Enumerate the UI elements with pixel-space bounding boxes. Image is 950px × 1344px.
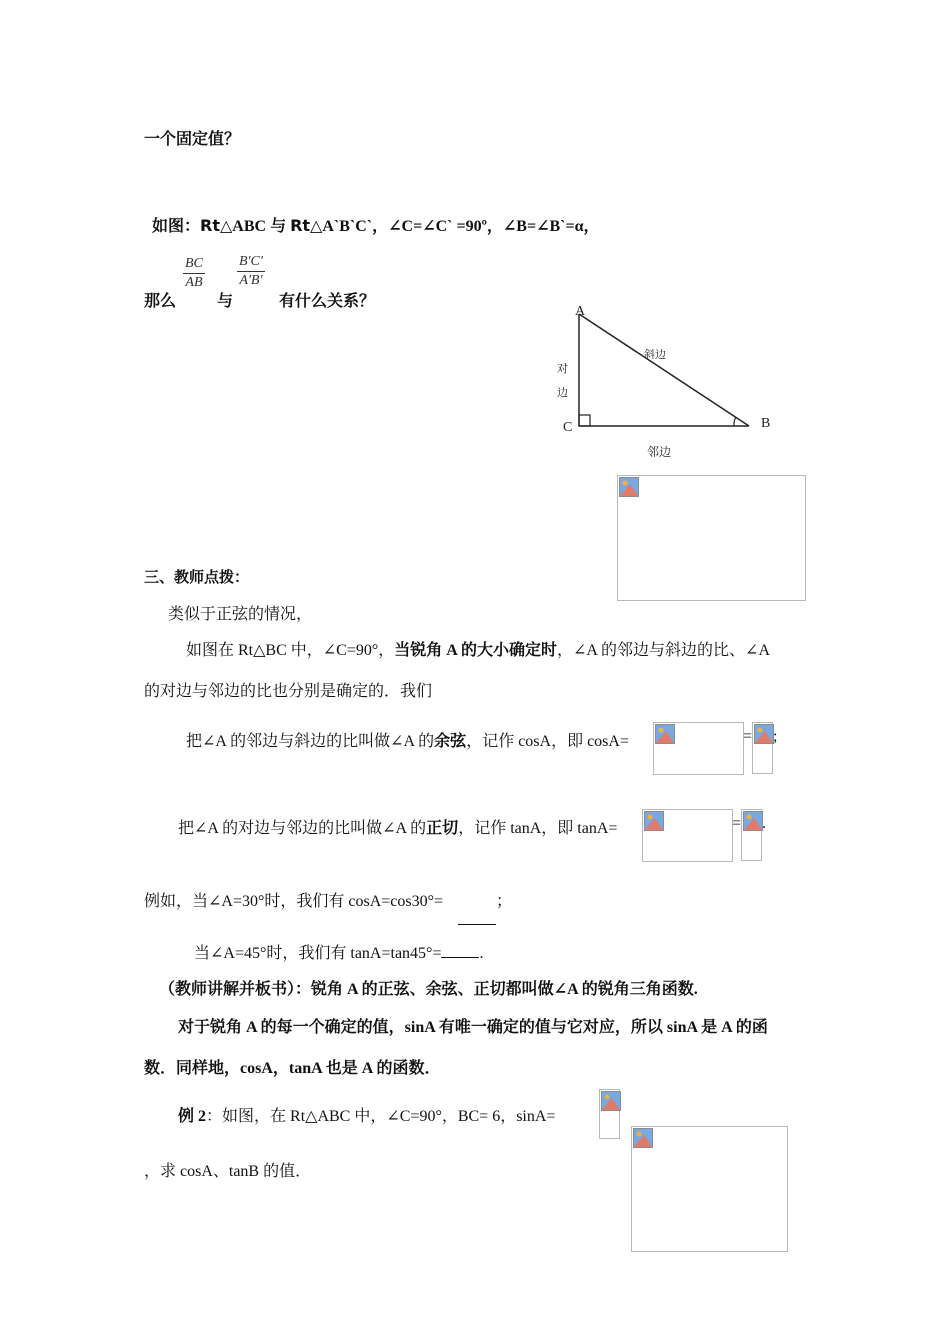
cosine-definition xyxy=(186,728,629,751)
cos-lead: 把∠A 的邻边与斜边的比叫做∠A 的 xyxy=(186,733,435,750)
paragraph-1 xyxy=(186,637,770,660)
function-paragraph-cont: 数．同样地，cosA，tanA 也是 A 的函数． xyxy=(144,1060,441,1077)
example-cos30-end: ； xyxy=(496,893,513,910)
broken-image-icon xyxy=(743,811,763,831)
broken-image-icon xyxy=(619,477,639,497)
fraction-bc-ab xyxy=(183,256,205,291)
cos-rest: ，记作 cosA，即 cosA= xyxy=(466,733,629,750)
fraction-bc-ab-numerator: BC xyxy=(185,256,203,271)
teacher-note: （教师讲解并板书）：锐角 A 的正弦、余弦、正切都叫做∠A 的锐角三角函数. xyxy=(159,981,698,998)
tan-rest: ，记作 tanA，即 tanA= xyxy=(458,820,618,837)
broken-image-icon xyxy=(655,724,675,744)
ratio-suffix: 有什么关系？ xyxy=(279,291,376,310)
section-title: 三、教师点拨： xyxy=(144,568,250,586)
triangle-abc: △ABC 与 xyxy=(219,218,291,235)
tan-equals: = xyxy=(732,815,742,832)
broken-image-icon xyxy=(633,1128,653,1148)
paragraph-1-cont: 的对边与邻边的比也分别是确定的．我们 xyxy=(144,683,433,700)
angle-b-arc xyxy=(734,417,736,426)
broken-image-icon xyxy=(644,811,664,831)
fraction-prime-denominator: A'B' xyxy=(239,273,263,288)
example-2 xyxy=(178,1103,555,1126)
question-heading: 一个固定值？ xyxy=(144,129,241,148)
rt-label-1: Rt xyxy=(200,216,220,235)
tan-lead: 把∠A 的对边与邻边的比叫做∠A 的 xyxy=(178,820,427,837)
answer-blank xyxy=(441,957,479,958)
cos-equals: = xyxy=(743,728,753,745)
example-2-label: 例 2 xyxy=(178,1108,207,1125)
label-c: C xyxy=(563,420,573,435)
cos-bold: 余弦 xyxy=(434,733,467,750)
fraction-bc-ab-denominator: AB xyxy=(185,275,203,290)
tan-end: . xyxy=(762,815,766,832)
broken-image-icon xyxy=(601,1091,621,1111)
fraction-bc-ab-prime xyxy=(237,254,265,289)
label-adjacent: 邻边 xyxy=(647,445,672,459)
label-opposite-1: 对 xyxy=(557,362,568,375)
para1-rest: ，∠A 的邻边与斜边的比、∠A xyxy=(556,642,771,659)
ratio-mid: 与 xyxy=(217,291,234,310)
image-placeholder xyxy=(617,475,806,601)
tan-formula-image-2 xyxy=(741,809,762,861)
example-cos30: 例如，当∠A=30°时，我们有 cosA=cos30°= xyxy=(144,893,444,910)
side-ab xyxy=(579,314,749,426)
example-2-figure-image xyxy=(631,1126,788,1252)
para1-lead: 如图在 Rt△BC 中，∠C=90°， xyxy=(186,642,395,659)
fraction-bar xyxy=(237,271,265,272)
tangent-definition xyxy=(178,815,617,838)
similar-line: 类似于正弦的情况， xyxy=(168,606,313,623)
example-2-ask: ，求 cosA、tanB 的值． xyxy=(144,1163,312,1180)
right-angle-mark xyxy=(579,415,590,426)
triangle-abc-prime: △A`B`C`，∠C=∠C` =90º，∠B=∠B`=α， xyxy=(310,218,600,235)
function-paragraph: 对于锐角 A 的每一个确定的值，sinA 有唯一确定的值与它对应，所以 sinA 是 A 的函 xyxy=(178,1019,768,1036)
ratio-prefix: 那么 xyxy=(144,291,177,310)
label-b: B xyxy=(761,416,771,431)
answer-blank xyxy=(458,924,496,925)
tan-bold: 正切 xyxy=(426,820,459,837)
tan-formula-image xyxy=(642,809,733,862)
cos-formula-image xyxy=(653,722,744,775)
label-opposite-2: 边 xyxy=(557,386,568,399)
figure-intro xyxy=(152,213,600,236)
example-tan45-text: 当∠A=45°时，我们有 tanA=tan45°= xyxy=(194,945,442,962)
cos-formula-image-2 xyxy=(752,722,773,774)
para1-bold: 当锐角 A 的大小确定时 xyxy=(394,642,557,659)
broken-image-icon xyxy=(754,724,774,744)
label-hypotenuse: 斜边 xyxy=(644,348,666,361)
example-2-text: ：如图，在 Rt△ABC 中，∠C=90°，BC= 6，sinA= xyxy=(206,1108,556,1125)
rt-label-2: Rt xyxy=(290,216,311,235)
example-tan45-end: . xyxy=(479,945,484,962)
fraction-bar xyxy=(183,273,205,274)
fraction-prime-numerator: B'C' xyxy=(239,254,263,269)
sina-formula-image xyxy=(599,1089,620,1139)
intro-prefix: 如图： xyxy=(152,216,201,235)
right-triangle-figure xyxy=(550,296,790,466)
example-tan45 xyxy=(194,940,483,963)
label-a: A xyxy=(575,304,586,319)
cos-end: ; xyxy=(773,728,778,745)
